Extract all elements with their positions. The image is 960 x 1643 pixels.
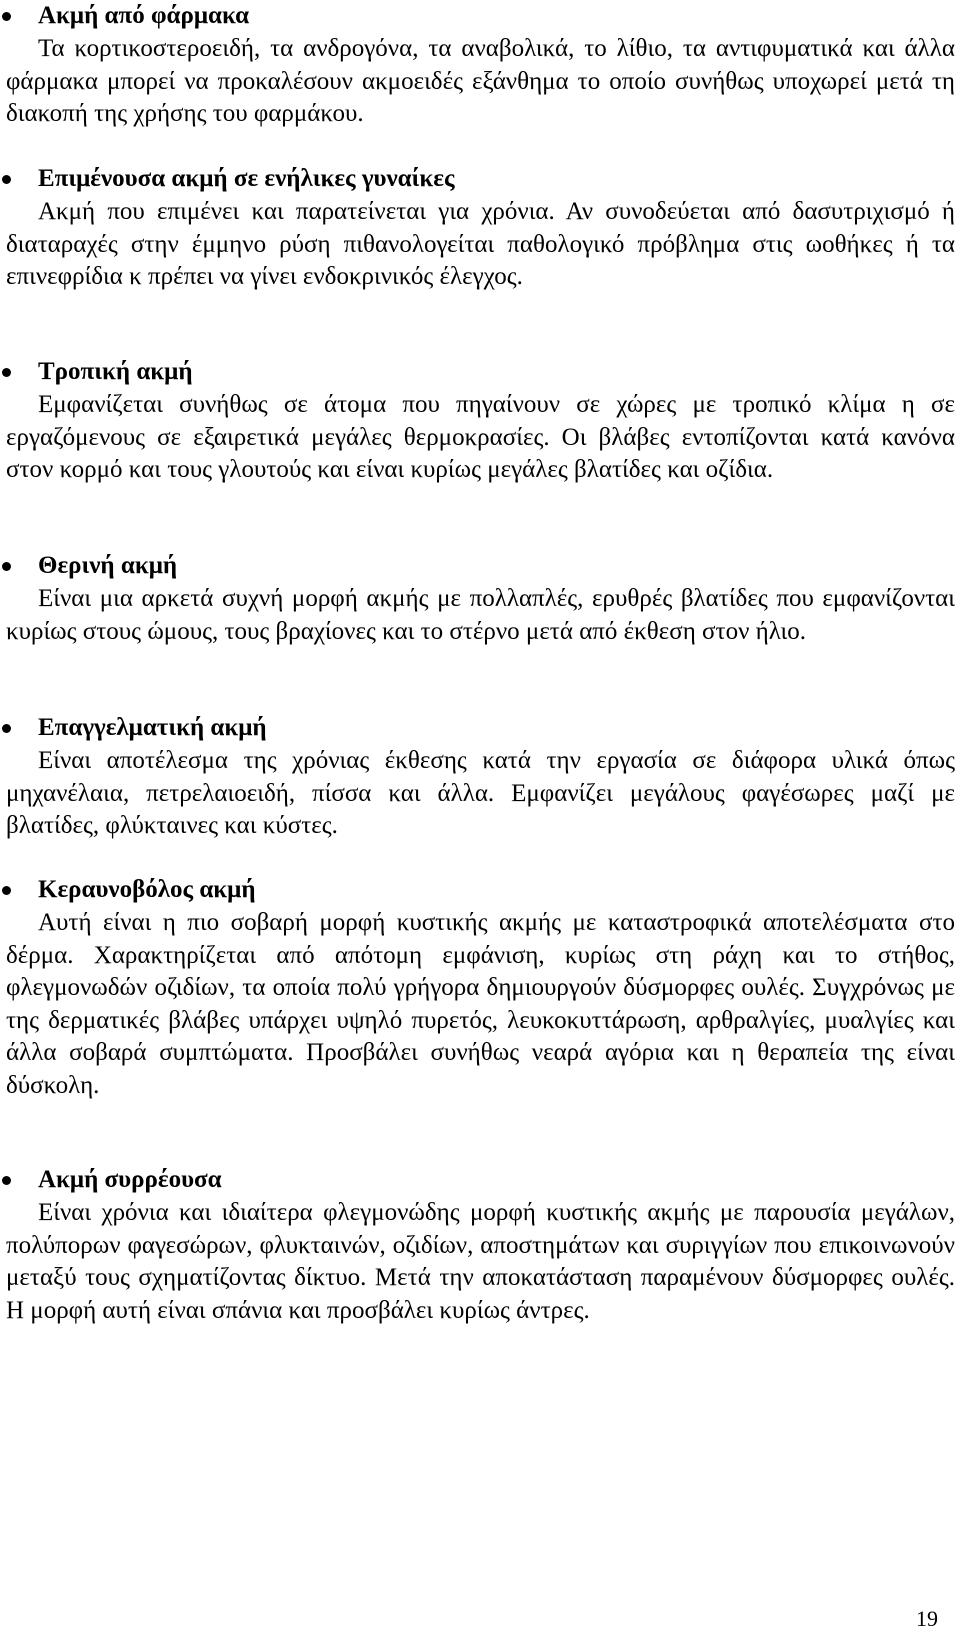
section-body: Είναι αποτέλεσμα της χρόνιας έκθεσης κατά την εργασία σε διάφορα υλικά όπως μηχανέλαια, πετρελαιοειδή, πίσσα και άλλα. Εμφανίζει μεγάλους φαγέσωρες μαζί με βλατίδες, φλύκταινες και κύστες.: [6, 747, 955, 839]
section-body: Τα κορτικοστεροειδή, τα ανδρογόνα, τα αναβολικά, το λίθιο, τα αντιφυματικά και άλλα φάρμακα μπορεί να προκαλέσουν ακμοειδές εξάνθημα το οποίο συνήθως υποχωρεί μετά τη διακοπή της χρήσης του φαρμάκου.: [6, 35, 955, 127]
bullet-icon: [2, 175, 11, 184]
bullet-icon: [2, 12, 11, 21]
section-heading: Επιμένουσα ακμή σε ενήλικες γυναίκες: [38, 165, 455, 192]
section-heading: Κεραυνοβόλος ακμή: [38, 876, 256, 903]
bullet-icon: [2, 562, 11, 571]
section-body: Είναι χρόνια και ιδιαίτερα φλεγμονώδης μορφή κυστικής ακμής με παρουσία μεγάλων, πολύπορων φαγεσώρων, φλυκταινών, οζιδίων, αποστημάτων και συριγγίων που επικοινωνούν μεταξύ τους σχηματίζοντας δίκτυο. Μετά την αποκατάσταση παραμένουν δύσμορφες ουλές. Η μορφή αυτή είναι σπάνια και προσβάλει κυρίως άντρες.: [6, 1199, 955, 1324]
section-heading: Τροπική ακμή: [38, 358, 193, 385]
bullet-icon: [2, 368, 11, 377]
section-body: Είναι μια αρκετά συχνή μορφή ακμής με πολλαπλές, ερυθρές βλατίδες που εμφανίζονται κυρίως στους ώμους, τους βραχίονες και το στέρνο μετά από έκθεση στον ήλιο.: [6, 585, 955, 645]
section-body: Ακμή που επιμένει και παρατείνεται για χρόνια. Αν συνοδεύεται από δασυτριχισμό ή διαταραχές στην έμμηνο ρύση πιθανολογείται παθολογικό πρόβλημα στις ωοθήκες ή τα επινεφρίδια κ πρέπει να γίνει ενδοκρινικός έλεγχος.: [6, 198, 955, 290]
page-number: 19: [916, 1605, 938, 1631]
bullet-icon: [2, 886, 11, 895]
section-heading: Θερινή ακμή: [38, 552, 178, 579]
section-heading: Ακμή από φάρμακα: [38, 2, 250, 29]
bullet-icon: [2, 724, 11, 733]
section-heading: Ακμή συρρέουσα: [38, 1166, 222, 1193]
bullet-icon: [2, 1176, 11, 1185]
section-heading: Επαγγελματική ακμή: [38, 714, 267, 741]
section-body: Αυτή είναι η πιο σοβαρή μορφή κυστικής ακμής με καταστροφικά αποτελέσματα στο δέρμα. Χαρακτηρίζεται από απότομη εμφάνιση, κυρίως στη ράχη και το στήθος, φλεγμονωδών οζιδίων, τα οποία πολύ γρήγορα δημιουργούν δύσμορφες ουλές. Συγχρόνως με της δερματικές βλάβες υπάρχει υψηλό πυρετός, λευκοκυττάρωση, αρθραλγίες, μυαλγίες και άλλα σοβαρά συμπτώματα. Προσβάλει συνήθως νεαρά αγόρια και η θεραπεία της είναι δύσκολη.: [6, 909, 955, 1099]
section-body: Εμφανίζεται συνήθως σε άτομα που πηγαίνουν σε χώρες με τροπικό κλίμα η σε εργαζόμενους σε εξαιρετικά μεγάλες θερμοκρασίες. Οι βλάβες εντοπίζονται κατά κανόνα στον κορμό και τους γλουτούς και είναι κυρίως μεγάλες βλατίδες και οζίδια.: [6, 391, 955, 483]
